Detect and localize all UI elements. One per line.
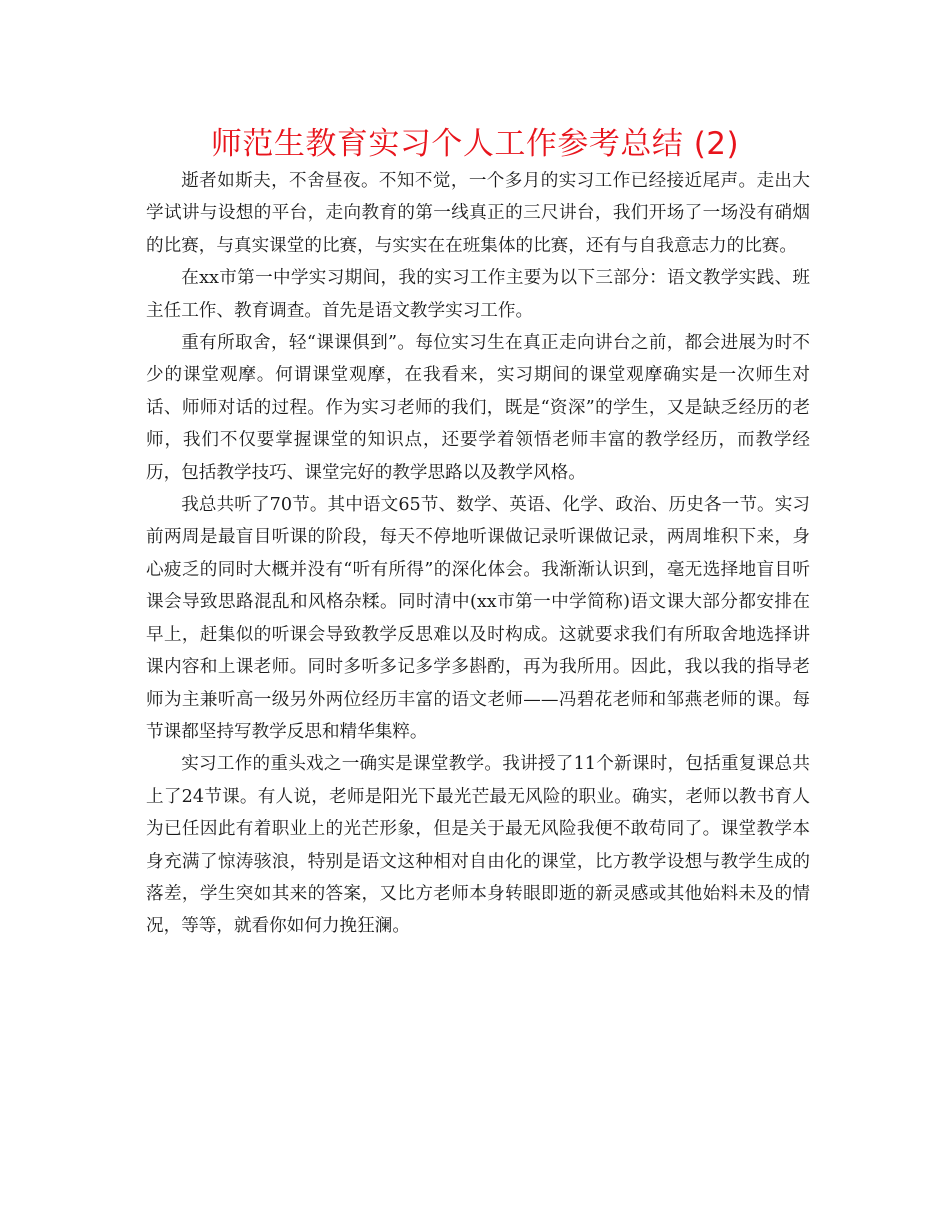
paragraph: 逝者如斯夫，不舍昼夜。不知不觉，一个多月的实习工作已经接近尾声。走出大学试讲与设想的平台，走向教育的第一线真正的三尺讲台，我们开场了一场没有硝烟的比赛，与真实课堂的比赛，与实实在在班集体的比赛，还有与自我意志力的比赛。 [146, 171, 810, 256]
paragraph: 在xx市第一中学实习期间，我的实习工作主要为以下三部分：语文教学实践、班主任工作、教育调查。首先是语文教学实习工作。 [146, 268, 810, 321]
paragraph: 我总共听了70节。其中语文65节、数学、英语、化学、政治、历史各一节。实习前两周是最盲目听课的阶段，每天不停地听课做记录听课做记录，两周堆积下来，身心疲乏的同时大概并没有“听有所得”的深化体会。我渐渐认识到，毫无选择地盲目听课会导致思路混乱和风格杂糅。同时清中(xx市第一中学简称)语文课大部分都安排在早上，赶集似的听课会导致教学反思难以及时构成。这就要求我们有所取舍地选择讲课内容和上课老师。同时多听多记多学多斟酌，再为我所用。因此，我以我的指导老师为主兼听高一级另外两位经历丰富的语文老师——冯碧花老师和邹燕老师的课。每节课都坚持写教学反思和精华集粹。 [146, 495, 810, 742]
document-body [146, 165, 810, 943]
document-title: 师范生教育实习个人工作参考总结 (2) [210, 126, 740, 162]
paragraph: 实习工作的重头戏之一确实是课堂教学。我讲授了11个新课时，包括重复课总共上了24节课。有人说，老师是阳光下最光芒最无风险的职业。确实，老师以教书育人为已任因此有着职业上的光芒形象，但是关于最无风险我便不敢苟同了。课堂教学本身充满了惊涛骇浪，特别是语文这种相对自由化的课堂，比方教学设想与教学生成的落差，学生突如其来的答案，又比方老师本身转眼即逝的新灵感或其他始料未及的情况，等等，就看你如何力挽狂澜。 [146, 754, 810, 937]
paragraph: 重有所取舍，轻“课课俱到”。每位实习生在真正走向讲台之前，都会进展为时不少的课堂观摩。何谓课堂观摩，在我看来，实习期间的课堂观摩确实是一次师生对话、师师对话的过程。作为实习老师的我们，既是“资深”的学生，又是缺乏经历的老师，我们不仅要掌握课堂的知识点，还要学着领悟老师丰富的教学经历，而教学经历，包括教学技巧、课堂完好的教学思路以及教学风格。 [146, 333, 810, 483]
